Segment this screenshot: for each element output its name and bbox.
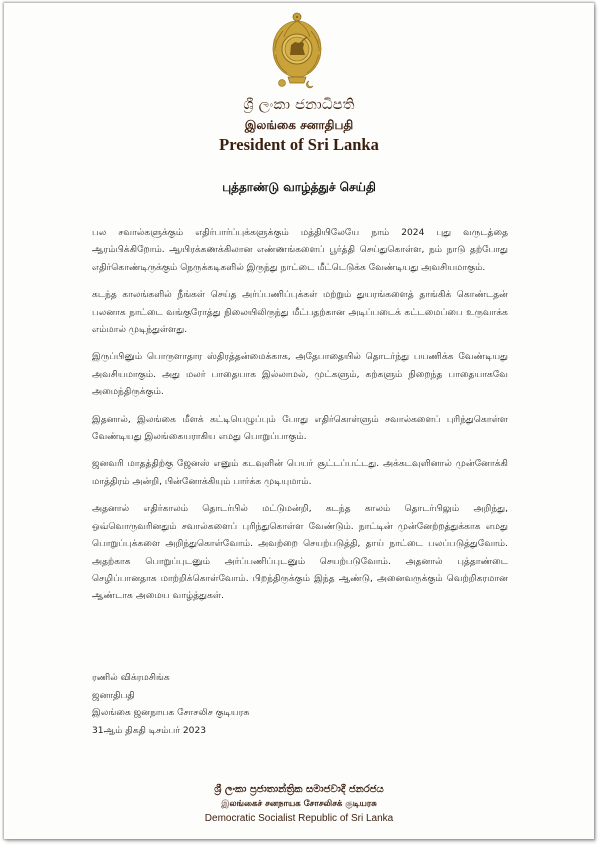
signatory-position: ஜனாதிபதி	[92, 690, 135, 701]
document-title: புத்தாண்டு வாழ்த்துச் செய்தி	[222, 180, 376, 194]
letterhead-tamil: இலங்கை சனாதிபதி	[244, 118, 354, 132]
letterhead	[4, 96, 594, 154]
signatory-name: ரணில் விக்ரமசிங்க	[92, 673, 170, 683]
sri-lanka-emblem-icon	[262, 11, 332, 91]
letter-page	[4, 3, 594, 839]
paragraph-5: ஜனவரி மாதத்திற்கு ஜேனஸ் எனும் கடவுளின் பெயர் சூட்டப்பட்டது. அக்கடவுளினால் முன்னோக்கி மாத்திரம் அன்றி, பின்னோக்கியும் பார்க்க முடியுமாம்.	[92, 459, 508, 487]
letterhead-sinhala: ශ්‍රී ලංකා ජනාධිපති	[243, 97, 355, 113]
footer-tamil: இலங்கைச் சனநாயக சோசலிசக் குடியரசு	[221, 799, 377, 809]
paragraph-6: அதனால் எதிர்காலம் தொடர்பில் மட்டுமன்றி, கடந்த காலம் தொடர்பிலும் அறிந்து, ஒவ்வொருவரினதும் சவால்களைப் புரிந்துகொள்ள வேண்டும். நாட்டின் முன்னேற்றத்துக்காக எமது பொறுப்புக்களை அறிந்துகொள்வோம். அவற்றை செயற்படுத்தி, தாய் நாட்டை பலப்படுத்துவோம். அதற்காக பொறுப்புடனும் அர்ப்பணிப்புடனும் செயற்படுவோம். அதனால் புத்தாண்டை செழிப்பானதாக மாற்றிக்கொள்வோம். பிறந்திருக்கும் இந்த ஆண்டு, அனைவருக்கும் வெற்றிகரமான ஆண்டாக அமைய வாழ்த்துகள்.	[92, 504, 508, 602]
footer-english: Democratic Socialist Republic of Sri Lanka	[204, 813, 394, 824]
signatory-republic: இலங்கை ஜனநாயக சோசலிச குடியரசு	[92, 708, 250, 719]
letter-date: 31ஆம் திகதி டிசம்பர் 2023	[92, 725, 207, 736]
paragraph-4: இதனால், இலங்கை மீளக் கட்டியெழுப்பும் போது எதிர்கொள்ளும் சவால்களைப் புரிந்துகொள்ள வேண்டியது இலங்கையராகிய எமது பொறுப்பாகும்.	[92, 414, 508, 443]
footer-sinhala: ශ්‍රී ලංකා ප්‍රජාතාන්ත්‍රික සමාජවාදී ජනරජය	[214, 784, 384, 795]
letter-footer	[4, 783, 594, 826]
letterhead-english: President of Sri Lanka	[219, 135, 379, 154]
paragraph-2: கடந்த காலங்களில் நீங்கள் செய்த அர்ப்பணிப்புக்கள் மற்றும் துயரங்களைத் தாங்கிக் கொண்டதன் பலனாக நாட்டை வங்குரோத்து நிலையிலிருந்து மீட்பதற்கான அடிப்படைக் கட்டமைப்பை உருவாக்க எம்மால் முடிந்துள்ளது.	[92, 290, 508, 336]
paragraph-3: இருப்பினும் பொருளாதார ஸ்திரத்தன்மைக்காக, அதேபாதையில் தொடர்ந்து பயணிக்க வேண்டியது அவசியமாகும். அது மலர் பாதையாக இல்லாமல், முட்களும், கற்களும் நிறைந்த பாதையாகவே அமைந்திருக்கும்.	[92, 352, 508, 398]
paragraph-1: பல சவால்களுக்கும் எதிர்பார்ப்புக்களுக்கும் மத்தியிலேயே நாம் 2024 புது வருடத்தை ஆரம்பிக்கிறோம். ஆயிரக்கணக்கிலான எண்ணங்களைப் பூர்த்தி செய்துகொள்ள, நம் நாடு தற்போது எதிர்கொண்டிருக்கும் நெருக்கடிகளில் இருந்து நாட்டை மீட்டெடுக்க வேண்டியது அவசியமாகும்.	[92, 228, 508, 273]
message-body	[92, 225, 508, 606]
signature-block	[92, 670, 249, 740]
